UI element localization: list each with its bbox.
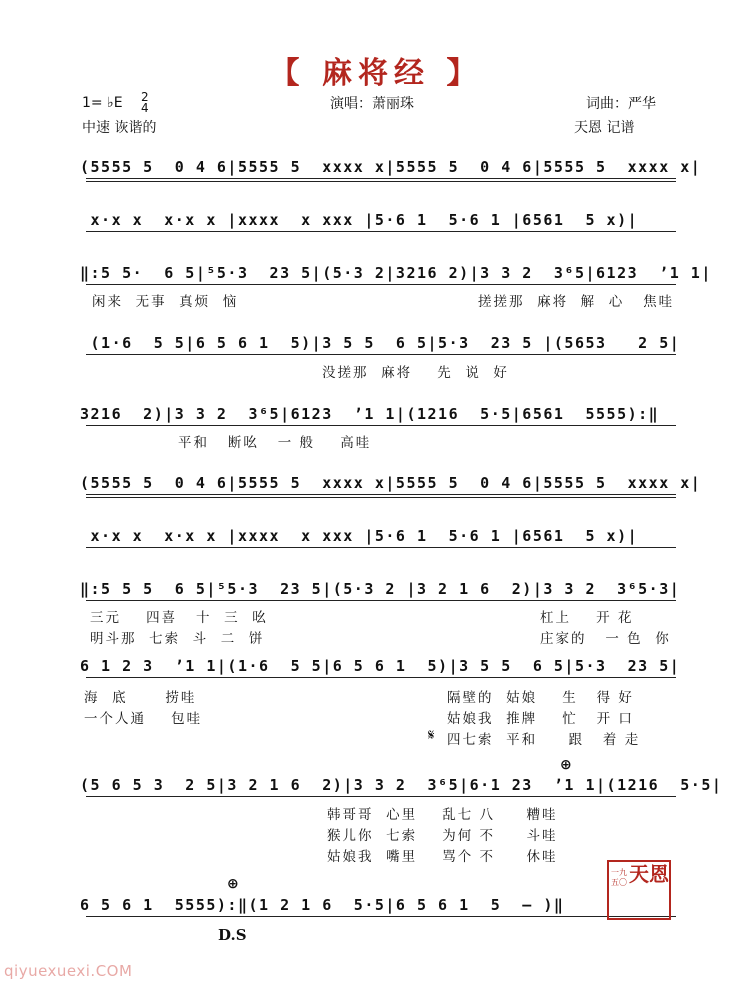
seal-stamp <box>607 860 671 920</box>
beam-line <box>86 354 676 355</box>
lyric-line: 猴儿你 七索 为何 不 斗哇 <box>327 828 558 844</box>
notation-system-1 <box>80 150 702 182</box>
lyric-line: 一个人通 包哇 <box>84 711 203 727</box>
notation-text: ‖:5 5· 6 5|⁵5·3 23 5|(5·3 2|3216 2)|3 3 2 3⁶5|6123 ʼ1 1| <box>80 264 712 282</box>
beam-line <box>86 231 676 232</box>
lyric-line: 杠上 开 花 <box>540 610 634 626</box>
lyric-line: 四七索 平和 跟 着 走 <box>447 732 641 748</box>
notation-text: x·x x x·x x |xxxx x xxx |5·6 1 5·6 1 |6561 5 x)| <box>80 527 639 545</box>
notation-text: x·x x x·x x |xxxx x xxx |5·6 1 5·6 1 |6561 5 x)| <box>80 211 639 229</box>
beam-line <box>86 494 676 495</box>
lyric-line: 三元 四喜 十 三 吆 <box>90 610 268 626</box>
key-signature <box>82 92 149 114</box>
tempo-marking: 中速 诙谐的 <box>82 120 157 136</box>
key-signature-text: 1= ♭E <box>82 95 123 111</box>
notation-system-2 <box>80 203 680 235</box>
lyric-line: 平和 断吆 一 般 高哇 <box>178 435 372 451</box>
notation-system-9 <box>80 649 680 681</box>
beam-line <box>86 916 676 917</box>
notation-text: 6 5 6 1 5555):‖(1 2 1 6 5·5|6 5 6 1 5 – )‖ <box>80 896 565 914</box>
lyric-line: 搓搓那 麻将 解 心 焦哇 <box>478 294 675 310</box>
lyric-line: 庄家的 一 色 你 <box>540 631 671 647</box>
notation-system-10 <box>80 768 723 800</box>
lyric-line: 海 底 捞哇 <box>84 690 197 706</box>
notation-text: (5555 5 0 4 6|5555 5 xxxx x|5555 5 0 4 6|5555 5 xxxx x| <box>80 158 702 176</box>
beam-line <box>86 547 676 548</box>
notation-system-5 <box>80 397 680 429</box>
notation-system-3 <box>80 256 712 288</box>
lyric-line: 姑娘我 推牌 忙 开 口 <box>447 711 634 727</box>
beam-line <box>86 284 676 285</box>
time-signature-bottom: 4 <box>141 101 149 115</box>
lyric-line: 没搓那 麻将 先 说 好 <box>322 365 509 381</box>
beam-line <box>86 677 676 678</box>
notation-system-4 <box>80 326 680 358</box>
singer-credit: 演唱：萧丽珠 <box>330 96 414 112</box>
time-signature <box>141 92 149 114</box>
notation-text: 3216 2)|3 3 2 3⁶5|6123 ʼ1 1|(1216 5·5|6561 5555):‖ <box>80 405 660 423</box>
notation-system-7 <box>80 519 680 551</box>
lyric-line: 姑娘我 嘴里 骂个 不 休哇 <box>327 849 558 865</box>
notation-text: (1·6 5 5|6 5 6 1 5)|3 5 5 6 5|5·3 23 5 |(5653 2 5| <box>80 334 681 352</box>
notation-system-6 <box>80 466 702 498</box>
notation-text: 6 1 2 3 ʼ1 1|(1·6 5 5|6 5 6 1 5)|3 5 5 6 5|5·3 23 5| <box>80 657 681 675</box>
time-signature-top: 2 <box>141 90 149 104</box>
seal-name: 天恩 <box>629 862 669 886</box>
notation-text: ‖:5 5 5 6 5|⁵5·3 23 5|(5·3 2 |3 2 1 6 2)|3 3 2 3⁶5·3| <box>80 580 681 598</box>
page-title: 【 麻将经 】 <box>269 56 483 91</box>
beam-line <box>86 600 676 601</box>
seal-date: 一九五〇 <box>611 868 627 887</box>
transcriber-credit: 天恩 记谱 <box>574 120 635 136</box>
ds-marking: D.S <box>218 926 247 944</box>
beam-line <box>86 425 676 426</box>
notation-text: (5 6 5 3 2 5|3 2 1 6 2)|3 3 2 3⁶5|6·1 23 ʼ1 1|(1216 5·5| <box>80 776 723 794</box>
beam-line <box>86 178 676 179</box>
lyric-line: 闲来 无事 真烦 恼 <box>92 294 239 310</box>
coda-icon: ⊕ <box>227 876 239 892</box>
lyric-line: 韩哥哥 心里 乱七 八 糟哇 <box>327 807 558 823</box>
notation-text: (5555 5 0 4 6|5555 5 xxxx x|5555 5 0 4 6|5555 5 xxxx x| <box>80 474 702 492</box>
beam-line <box>86 796 676 797</box>
beam-line <box>86 181 676 182</box>
composer-credit: 词曲：严华 <box>586 96 656 112</box>
beam-line <box>86 497 676 498</box>
lyric-line: 明斗那 七索 斗 二 饼 <box>90 631 265 647</box>
lyric-line: 隔壁的 姑娘 生 得 好 <box>447 690 634 706</box>
watermark: qiyuexuexi.COM <box>4 962 133 980</box>
coda-icon: ⊕ <box>560 757 572 773</box>
notation-system-11 <box>80 888 680 920</box>
notation-system-8 <box>80 572 680 604</box>
segno-icon: 𝄋 <box>428 726 435 744</box>
